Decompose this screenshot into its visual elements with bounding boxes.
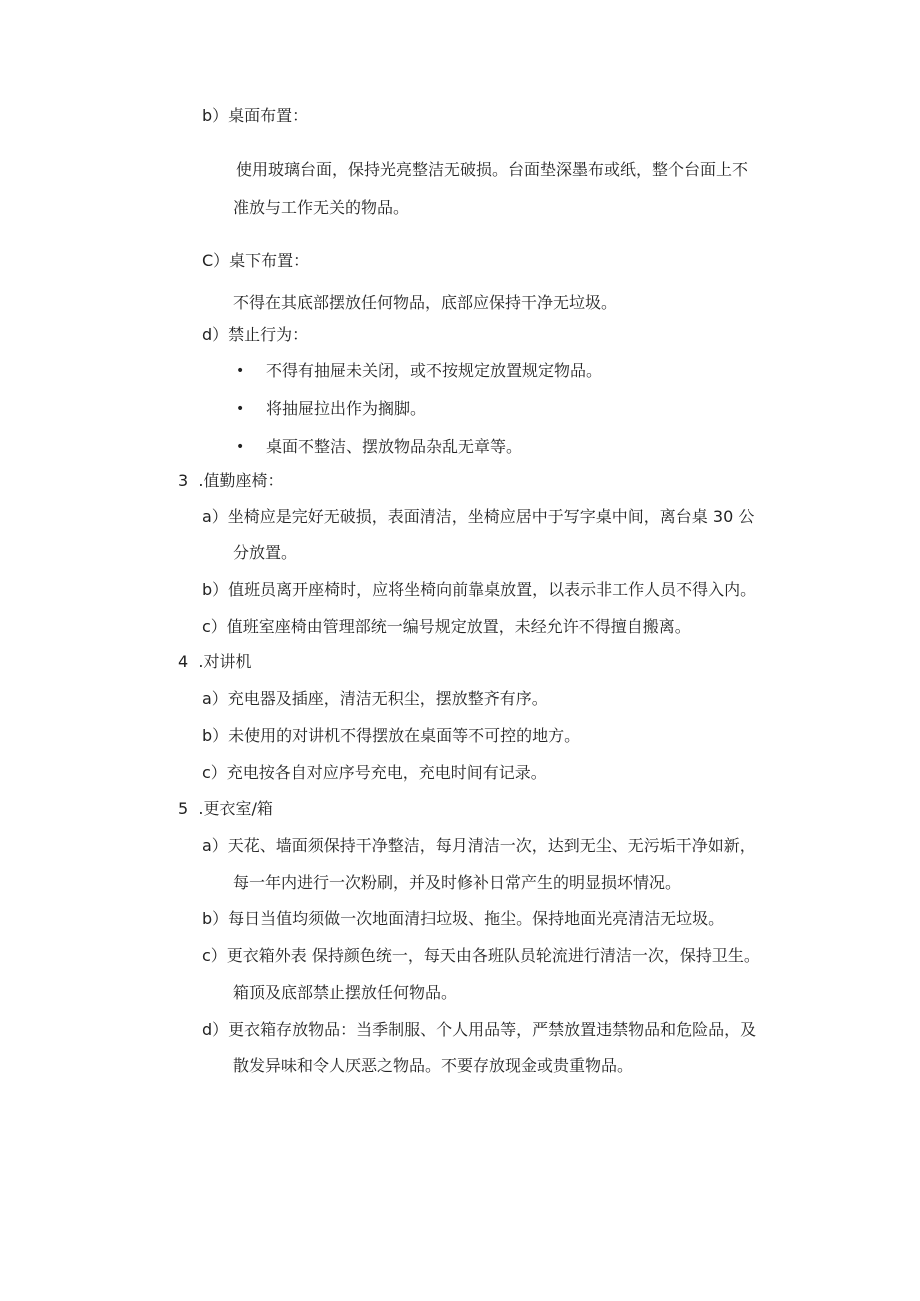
paragraph-line: 不得在其底部摆放任何物品，底部应保持干净无垃圾。 — [233, 293, 618, 312]
list-item: a）充电器及插座，清洁无积尘，摆放整齐有序。 — [202, 689, 548, 708]
list-item: c）充电按各自对应序号充电，充电时间有记录。 — [202, 763, 547, 782]
section-heading: 3 .值勤座椅： — [178, 471, 284, 490]
bullet-icon: • — [236, 439, 245, 455]
paragraph-line: 使用玻璃台面，保持光亮整洁无破损。台面垫深墨布或纸，整个台面上不 — [236, 160, 749, 179]
item-d-prohibited: d）禁止行为： — [202, 325, 309, 344]
item-b-desktop-layout: b）桌面布置： — [202, 106, 309, 125]
bullet-icon: • — [236, 363, 245, 379]
bullet-icon: • — [236, 401, 245, 417]
list-item: b）未使用的对讲机不得摆放在桌面等不可控的地方。 — [202, 726, 581, 745]
list-item: b）每日当值均须做一次地面清扫垃圾、拖尘。保持地面光亮清洁无垃圾。 — [202, 909, 725, 928]
paragraph-line: 分放置。 — [233, 543, 298, 562]
section-heading: 5 .更衣室/箱 — [178, 799, 273, 818]
paragraph-line: 每一年内进行一次粉刷，并及时修补日常产生的明显损坏情况。 — [233, 873, 682, 892]
bullet-item: 将抽屉拉出作为搁脚。 — [266, 399, 427, 418]
list-item: d）更衣箱存放物品：当季制服、个人用品等，严禁放置违禁物品和危险品，及 — [202, 1020, 757, 1039]
paragraph-line: 箱顶及底部禁止摆放任何物品。 — [233, 983, 458, 1002]
list-item: a）天花、墙面须保持干净整洁，每月清洁一次，达到无尘、无污垢干净如新， — [202, 836, 756, 855]
paragraph-line: 散发异味和令人厌恶之物品。不要存放现金或贵重物品。 — [233, 1056, 634, 1075]
list-item: c）更衣箱外表 保持颜色统一，每天由各班队员轮流进行清洁一次，保持卫生。 — [202, 946, 760, 965]
list-item: a）坐椅应是完好无破损，表面清洁，坐椅应居中于写字桌中间，离台桌 30 公 — [202, 507, 755, 526]
paragraph-line: 准放与工作无关的物品。 — [233, 198, 410, 217]
item-c-under-desk: C）桌下布置： — [202, 251, 310, 270]
list-item: c）值班室座椅由管理部统一编号规定放置，未经允许不得擅自搬离。 — [202, 617, 691, 636]
list-item: b）值班员离开座椅时，应将坐椅向前靠桌放置，以表示非工作人员不得入内。 — [202, 580, 757, 599]
bullet-item: 桌面不整洁、摆放物品杂乱无章等。 — [266, 437, 523, 456]
section-heading: 4 .对讲机 — [178, 652, 252, 671]
bullet-item: 不得有抽屉未关闭，或不按规定放置规定物品。 — [266, 361, 603, 380]
